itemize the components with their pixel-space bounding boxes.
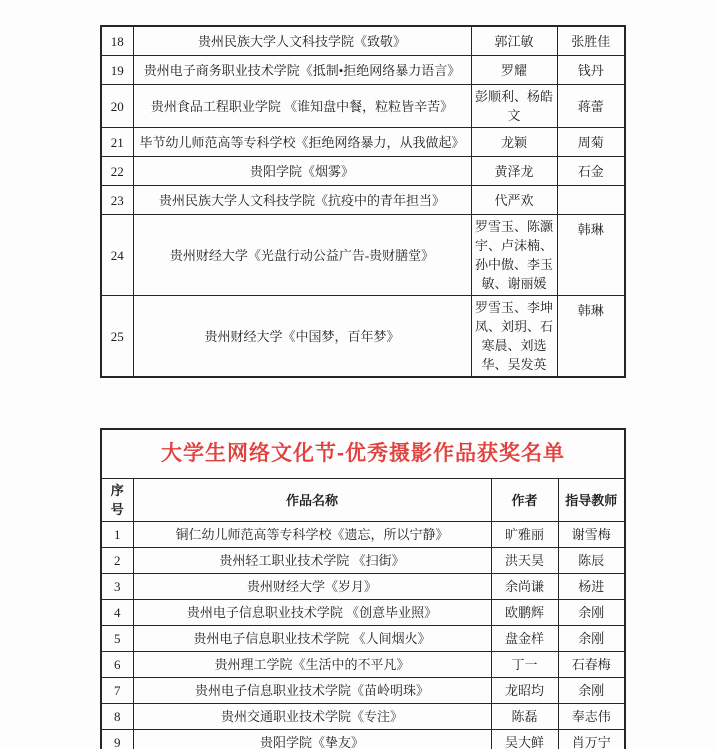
cell-no: 3: [101, 574, 133, 600]
table-header-row: [101, 479, 625, 522]
cell-no: 4: [101, 600, 133, 626]
cell-author: 龙颖: [471, 128, 557, 157]
table-row: [101, 522, 625, 548]
cell-work: 贵州电子信息职业技术学院 《创意毕业照》: [133, 600, 491, 626]
cell-author: 欧鹏辉: [491, 600, 558, 626]
cell-teacher: 谢雪梅: [558, 522, 625, 548]
cell-teacher: 石金: [557, 157, 625, 186]
cell-author: 余尚谦: [491, 574, 558, 600]
table1-body: [101, 26, 625, 377]
cell-author: 吴大鲜: [491, 730, 558, 749]
cell-teacher: 韩琳: [557, 215, 625, 296]
cell-work: 贵州民族大学人文科技学院《抗疫中的青年担当》: [133, 186, 471, 215]
cell-teacher: 奉志伟: [558, 704, 625, 730]
cell-work: 贵州电子信息职业技术学院 《人间烟火》: [133, 626, 491, 652]
cell-no: 21: [101, 128, 133, 157]
cell-author: 罗雪玉、陈灏宇、卢沫楠、孙中傲、李玉敏、谢丽媛: [471, 215, 557, 296]
photo-awards-table: [100, 428, 626, 749]
cell-work: 贵州交通职业技术学院《专注》: [133, 704, 491, 730]
cell-teacher: 韩琳: [557, 296, 625, 378]
cell-teacher: 余刚: [558, 626, 625, 652]
table-row: [101, 215, 625, 296]
cell-work: 贵州电子信息职业技术学院《苗岭明珠》: [133, 678, 491, 704]
cell-author: 代严欢: [471, 186, 557, 215]
cell-work: 贵州财经大学《岁月》: [133, 574, 491, 600]
cell-author: 旷雅丽: [491, 522, 558, 548]
cell-no: 22: [101, 157, 133, 186]
cell-author: 盘金样: [491, 626, 558, 652]
table-row: [101, 157, 625, 186]
table-title: 大学生网络文化节-优秀摄影作品获奖名单: [101, 429, 625, 479]
cell-teacher: 钱丹: [557, 56, 625, 85]
header-no: 序号: [101, 479, 133, 522]
cell-no: 20: [101, 85, 133, 128]
table-title-row: [101, 429, 625, 479]
cell-author: 罗雪玉、李坤凤、刘玥、石寒晨、刘选华、吴发英: [471, 296, 557, 378]
cell-author: 彭顺利、杨皓文: [471, 85, 557, 128]
cell-author: 罗耀: [471, 56, 557, 85]
table-row: [101, 574, 625, 600]
cell-teacher: 蒋蕾: [557, 85, 625, 128]
cell-no: 25: [101, 296, 133, 378]
cell-no: 23: [101, 186, 133, 215]
cell-no: 9: [101, 730, 133, 749]
cell-no: 19: [101, 56, 133, 85]
cell-no: 6: [101, 652, 133, 678]
cell-teacher: 张胜佳: [557, 26, 625, 56]
table-row: [101, 652, 625, 678]
table-row: [101, 26, 625, 56]
table-row: [101, 704, 625, 730]
cell-work: 贵州理工学院《生活中的不平凡》: [133, 652, 491, 678]
cell-work: 贵州轻工职业技术学院 《扫街》: [133, 548, 491, 574]
table-row: [101, 128, 625, 157]
video-awards-table-continuation: [100, 25, 626, 378]
cell-author: 陈磊: [491, 704, 558, 730]
table-row: [101, 85, 625, 128]
cell-teacher: 石春梅: [558, 652, 625, 678]
table-row: [101, 730, 625, 749]
cell-no: 5: [101, 626, 133, 652]
cell-teacher: 陈辰: [558, 548, 625, 574]
cell-teacher: 肖万宁: [558, 730, 625, 749]
table2-body: [101, 429, 625, 749]
cell-work: 贵州财经大学《光盘行动公益广告-贵财膳堂》: [133, 215, 471, 296]
cell-work: 贵州食品工程职业学院 《谁知盘中餐，粒粒皆辛苦》: [133, 85, 471, 128]
cell-teacher: 周菊: [557, 128, 625, 157]
cell-teacher: 杨进: [558, 574, 625, 600]
cell-work: 铜仁幼儿师范高等专科学校《遗忘，所以宁静》: [133, 522, 491, 548]
header-work-name: 作品名称: [133, 479, 491, 522]
cell-teacher: 余刚: [558, 678, 625, 704]
cell-teacher: [557, 186, 625, 215]
cell-no: 24: [101, 215, 133, 296]
table-row: [101, 600, 625, 626]
cell-work: 贵阳学院《烟雾》: [133, 157, 471, 186]
header-advisor: 指导教师: [558, 479, 625, 522]
table-row: [101, 678, 625, 704]
cell-no: 2: [101, 548, 133, 574]
table-row: [101, 296, 625, 378]
cell-no: 7: [101, 678, 133, 704]
cell-work: 贵州电子商务职业技术学院《抵制•拒绝网络暴力语言》: [133, 56, 471, 85]
cell-no: 18: [101, 26, 133, 56]
cell-no: 8: [101, 704, 133, 730]
table-row: [101, 56, 625, 85]
cell-author: 龙昭均: [491, 678, 558, 704]
cell-work: 毕节幼儿师范高等专科学校《拒绝网络暴力，从我做起》: [133, 128, 471, 157]
cell-work: 贵阳学院《挚友》: [133, 730, 491, 749]
cell-author: 郭江敏: [471, 26, 557, 56]
table-row: [101, 186, 625, 215]
cell-work: 贵州财经大学《中国梦，百年梦》: [133, 296, 471, 378]
cell-work: 贵州民族大学人文科技学院《致敬》: [133, 26, 471, 56]
table-row: [101, 626, 625, 652]
cell-author: 丁一: [491, 652, 558, 678]
header-author: 作者: [491, 479, 558, 522]
cell-author: 洪天昊: [491, 548, 558, 574]
cell-author: 黄泽龙: [471, 157, 557, 186]
table-row: [101, 548, 625, 574]
cell-teacher: 余刚: [558, 600, 625, 626]
cell-no: 1: [101, 522, 133, 548]
